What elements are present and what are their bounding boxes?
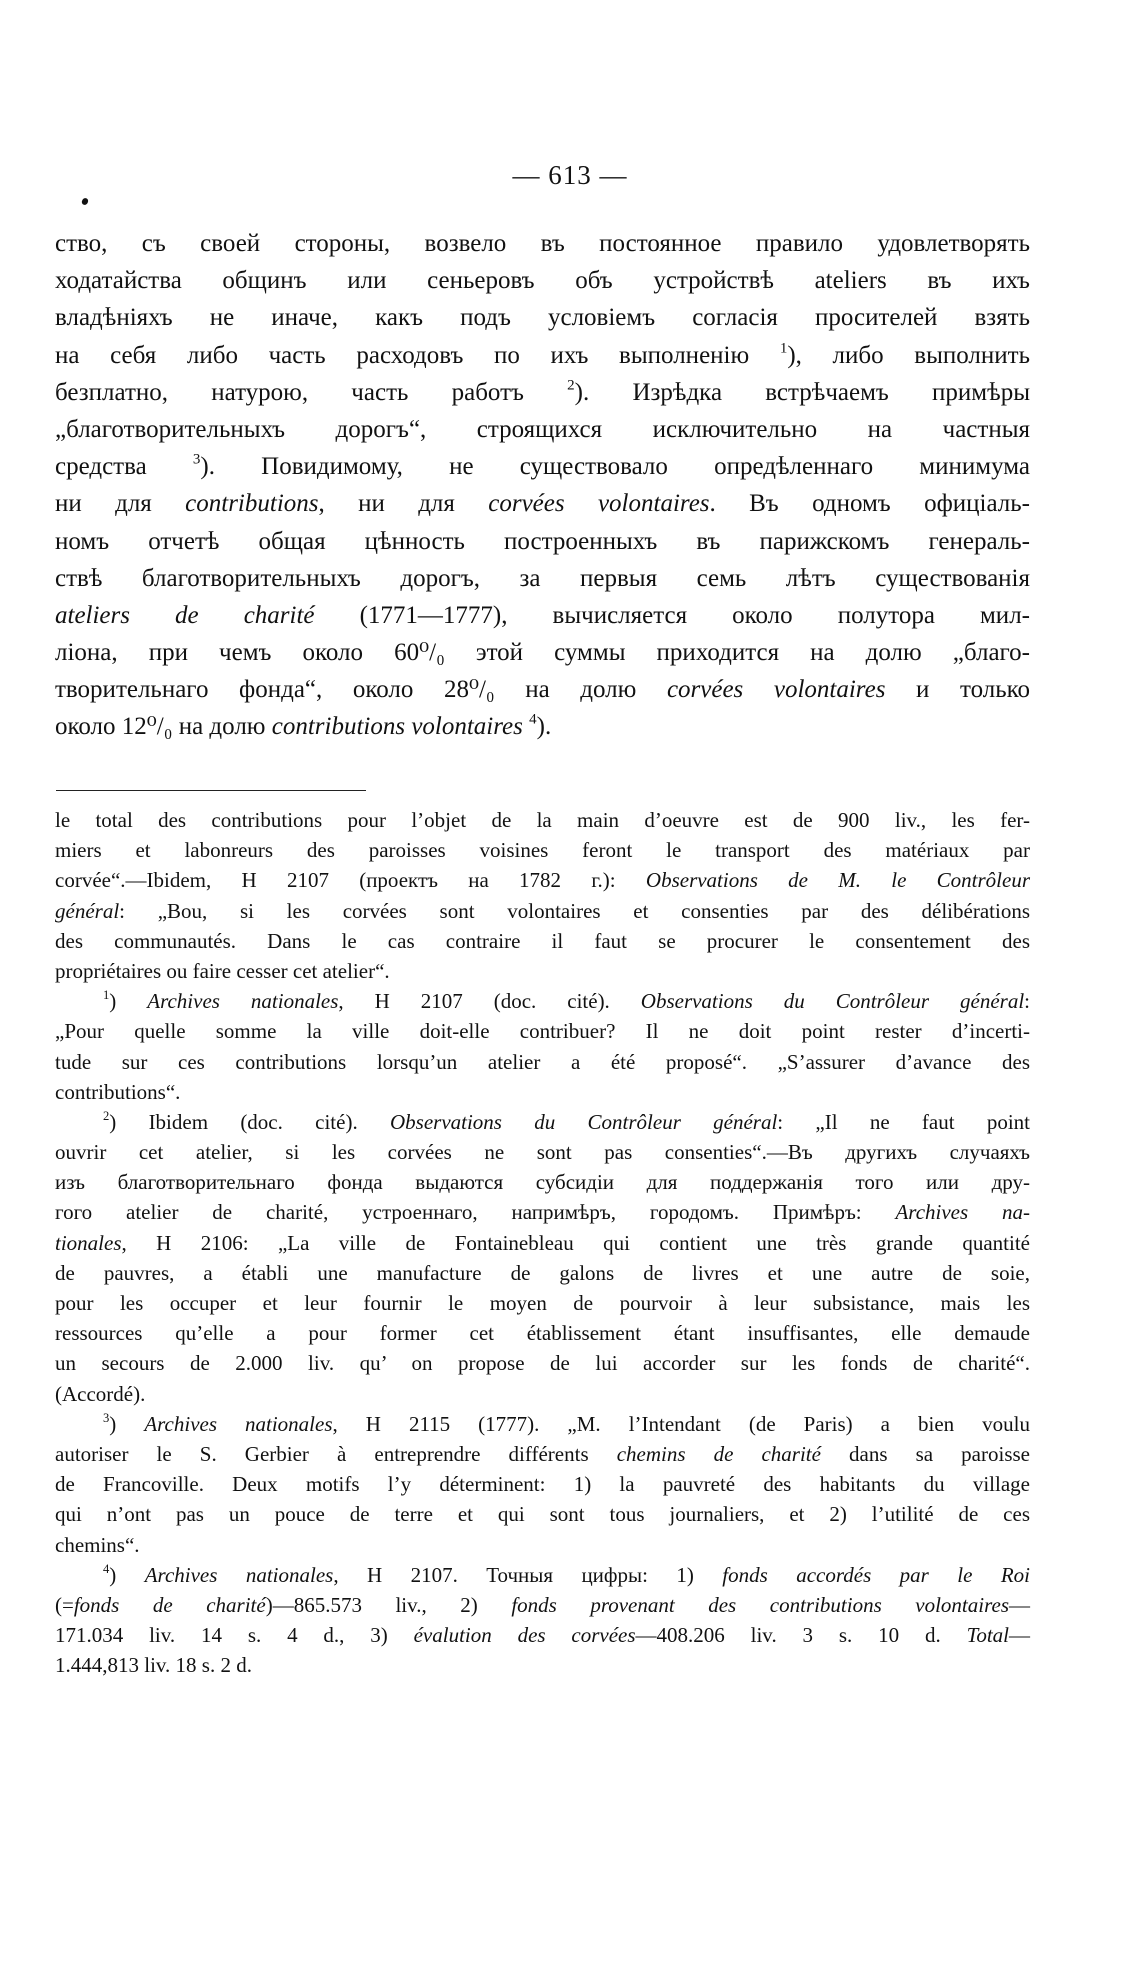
italic-term: corvées volontaires — [666, 676, 886, 704]
italic-term: évalution des corvées — [413, 1623, 636, 1648]
text-segment: ) — [109, 1411, 145, 1436]
footnote-3 — [55, 1409, 1030, 1439]
footnote-line: un secours de 2.000 liv. qu’ on propose de lui accorder sur les fonds de charité“. — [55, 1351, 1030, 1376]
footnote-line: изъ благотворительнаго фонда выдаются субсидіи для поддержанія того или дру- — [55, 1170, 1030, 1195]
italic-term: Archives nationales — [144, 1562, 334, 1587]
text-line: ствѣ благотворительныхъ дорогъ, за первыя семь лѣтъ существованія — [55, 564, 1030, 592]
italic-term: Observations du Contrôleur général — [389, 1109, 778, 1134]
text-segment: (= — [55, 1592, 74, 1617]
text-line — [55, 485, 1030, 522]
text-segment: гого atelier de charité, устроеннаго, напримѣръ, городомъ. Примѣръ: — [55, 1200, 896, 1225]
text-segment: , H 2106: „La ville de Fontainebleau qui contient une très grande quantité — [121, 1230, 1030, 1255]
footnote-4 — [55, 1560, 1030, 1590]
page-number: — 613 — — [512, 160, 628, 190]
italic-term: Observations du Contrôleur général — [640, 989, 1025, 1014]
text-line: ліона, при чемъ около 60⁰/₀ этой суммы приходится на долю „благо- — [55, 639, 1030, 667]
footnote-line — [55, 1439, 1030, 1469]
text-segment: 171.034 liv. 14 s. 4 d., 3) — [55, 1623, 414, 1648]
text-segment: ни для — [55, 490, 186, 518]
text-segment: ) — [109, 989, 148, 1014]
text-segment: . Въ одномъ офиціаль- — [709, 490, 1031, 518]
footnotes — [55, 805, 1030, 1680]
text-line: ходатайства общинъ или сеньеровъ объ устройствѣ ateliers въ ихъ — [55, 267, 1030, 295]
text-segment: ) Ibidem (doc. cité). — [109, 1109, 390, 1134]
text-segment: ), либо выполнить — [787, 341, 1030, 369]
text-segment: средства — [55, 453, 193, 481]
text-segment: творительнаго фонда“, около 28⁰/₀ на долю — [55, 676, 667, 704]
text-segment: autoriser le S. Gerbier à entreprendre différents — [55, 1441, 617, 1466]
footnote-marker-1: 1 — [103, 988, 110, 1003]
footnote-marker-3: 3 — [103, 1410, 110, 1425]
text-segment: corvée“.—Ibidem, H 2107 (проектъ на 1782 г.): — [55, 868, 646, 893]
text-line: номъ отчетѣ общая цѣнность построенныхъ въ парижскомъ генераль- — [55, 527, 1030, 555]
italic-term: Archives nationales — [144, 1411, 333, 1436]
italic-term: Archives na- — [895, 1200, 1030, 1225]
footnote-line — [55, 865, 1030, 895]
footnote-line: ouvrir cet atelier, si les corvées ne sont pas consenties“.—Въ другихъ случаяхъ — [55, 1140, 1030, 1165]
text-line — [55, 337, 1030, 374]
italic-term: fonds accordés par le Roi — [722, 1562, 1030, 1587]
italic-term: contributions volontaires — [271, 713, 523, 741]
text-segment: и только — [885, 676, 1031, 704]
footnote-line: 1.444,813 liv. 18 s. 2 d. — [55, 1653, 252, 1678]
text-line — [55, 671, 1030, 708]
footnote-ref-3[interactable]: 3 — [192, 451, 201, 468]
text-segment: около 12⁰/₀ на долю — [55, 713, 272, 741]
footnote-line: le total des contributions pour l’objet de la main d’oeuvre est de 900 liv., les fer- — [55, 808, 1030, 832]
text-segment: ). Повидимому, не существовало опредѣленнаго минимума — [200, 453, 1030, 481]
footnote-line: tude sur ces contributions lorsqu’un atelier a été proposé“. „S’assurer d’avance des — [55, 1049, 1030, 1074]
footnote-line: (Accordé). — [55, 1381, 146, 1406]
footnote-line: qui n’ont pas un pouce de terre et qui sont tous journaliers, et 2) l’utilité de ces — [55, 1502, 1030, 1527]
footnote-line — [55, 1228, 1030, 1258]
italic-term: fonds de charité — [73, 1592, 266, 1617]
text-segment: ). Изрѣдка встрѣчаемъ примѣры — [574, 378, 1030, 406]
footnote-line: chemins“. — [55, 1532, 140, 1557]
text-segment: — — [1009, 1592, 1030, 1617]
text-segment: — — [1008, 1623, 1030, 1648]
text-segment: ). — [536, 713, 552, 741]
footnote-line: des communautés. Dans le cas contraire il faut se procurer le consentement des — [55, 928, 1030, 953]
text-segment: —408.206 liv. 3 s. 10 d. — [635, 1623, 967, 1648]
footnote-2 — [55, 1107, 1030, 1137]
text-segment: ) — [109, 1562, 145, 1587]
italic-term: fonds provenant des contributions volontaires — [511, 1592, 1009, 1617]
italic-term: ateliers de charité — [55, 601, 315, 629]
text-line — [55, 597, 1030, 634]
text-segment: (1771—1777), вычисляется около полутора мил- — [314, 601, 1030, 629]
italic-term: Observations de M. le Contrôleur — [645, 868, 1030, 893]
text-segment: безплатно, натурою, часть работъ — [55, 378, 568, 406]
footnote-line: de Francoville. Deux motifs l’y déterminent: 1) la pauvreté des habitants du village — [55, 1472, 1030, 1497]
text-segment: , H 2115 (1777). „M. l’Intendant (de Paris) a bien voulu — [332, 1411, 1030, 1436]
print-speck — [81, 197, 90, 206]
footnote-divider — [56, 790, 366, 791]
footnote-line — [55, 1590, 1030, 1620]
italic-term: chemins de charité — [616, 1441, 821, 1466]
text-segment: : — [1024, 989, 1031, 1014]
text-line: ство, съ своей стороны, возвело въ постоянное правило удовлетворять — [55, 230, 1030, 257]
italic-term: tionales — [55, 1230, 122, 1255]
text-line — [55, 708, 1030, 745]
footnote-line: pour les occuper et leur fournir le moyen de pourvoir à leur subsistance, mais les — [55, 1291, 1030, 1315]
footnote-1 — [55, 986, 1030, 1016]
footnote-line — [55, 896, 1030, 926]
text-line — [55, 448, 1030, 485]
text-segment: , H 2107. Точныя цифры: 1) — [333, 1562, 723, 1587]
text-segment: : „Bou, si les corvées sont volontaires et consenties par des délibérations — [119, 898, 1030, 923]
footnote-line — [55, 1197, 1030, 1227]
footnote-ref-4[interactable]: 4 — [529, 711, 537, 728]
italic-term: Total — [966, 1623, 1009, 1648]
text-segment: , ни для — [318, 490, 489, 518]
text-segment: на себя либо часть расходовъ по ихъ выполненію — [55, 341, 780, 369]
text-segment: : „Il ne faut point — [777, 1109, 1031, 1134]
italic-term: contributions — [185, 490, 319, 518]
footnote-marker-2: 2 — [103, 1109, 110, 1124]
italic-term: général — [55, 898, 120, 923]
text-segment: , H 2107 (doc. cité). — [338, 989, 641, 1014]
text-segment: )—865.573 liv., 2) — [265, 1592, 512, 1617]
main-text — [55, 225, 1030, 746]
text-segment: dans sa paroisse — [820, 1441, 1030, 1466]
footnote-line: „Pour quelle somme la ville doit-elle contribuer? Il ne doit point rester d’incerti- — [55, 1019, 1030, 1044]
footnote-ref-2[interactable]: 2 — [567, 377, 575, 394]
italic-term: corvées volontaires — [488, 490, 710, 518]
text-line: владѣніяхъ не иначе, какъ подъ условіемъ согласія просителей взять — [55, 304, 1030, 332]
footnote-marker-4: 4 — [103, 1561, 110, 1576]
italic-term: Archives nationales — [147, 989, 339, 1014]
footnote-line — [55, 1620, 1030, 1650]
footnote-ref-1[interactable]: 1 — [779, 340, 788, 357]
footnote-line: ressources qu’elle a pour former cet établissement étant insuffisantes, elle demaude — [55, 1321, 1030, 1346]
footnote-line: de pauvres, a établi une manufacture de galons de livres et une autre de soie, — [55, 1260, 1030, 1285]
text-line — [55, 374, 1030, 411]
footnote-line: contributions“. — [55, 1079, 181, 1104]
footnote-line: miers et labonreurs des paroisses voisines feront le transport des matériaux par — [55, 838, 1030, 863]
footnote-line: propriétaires ou faire cesser cet atelier“. — [55, 958, 390, 983]
text-line: „благотворительныхъ дорогъ“, строящихся исключительно на частныя — [55, 415, 1030, 443]
